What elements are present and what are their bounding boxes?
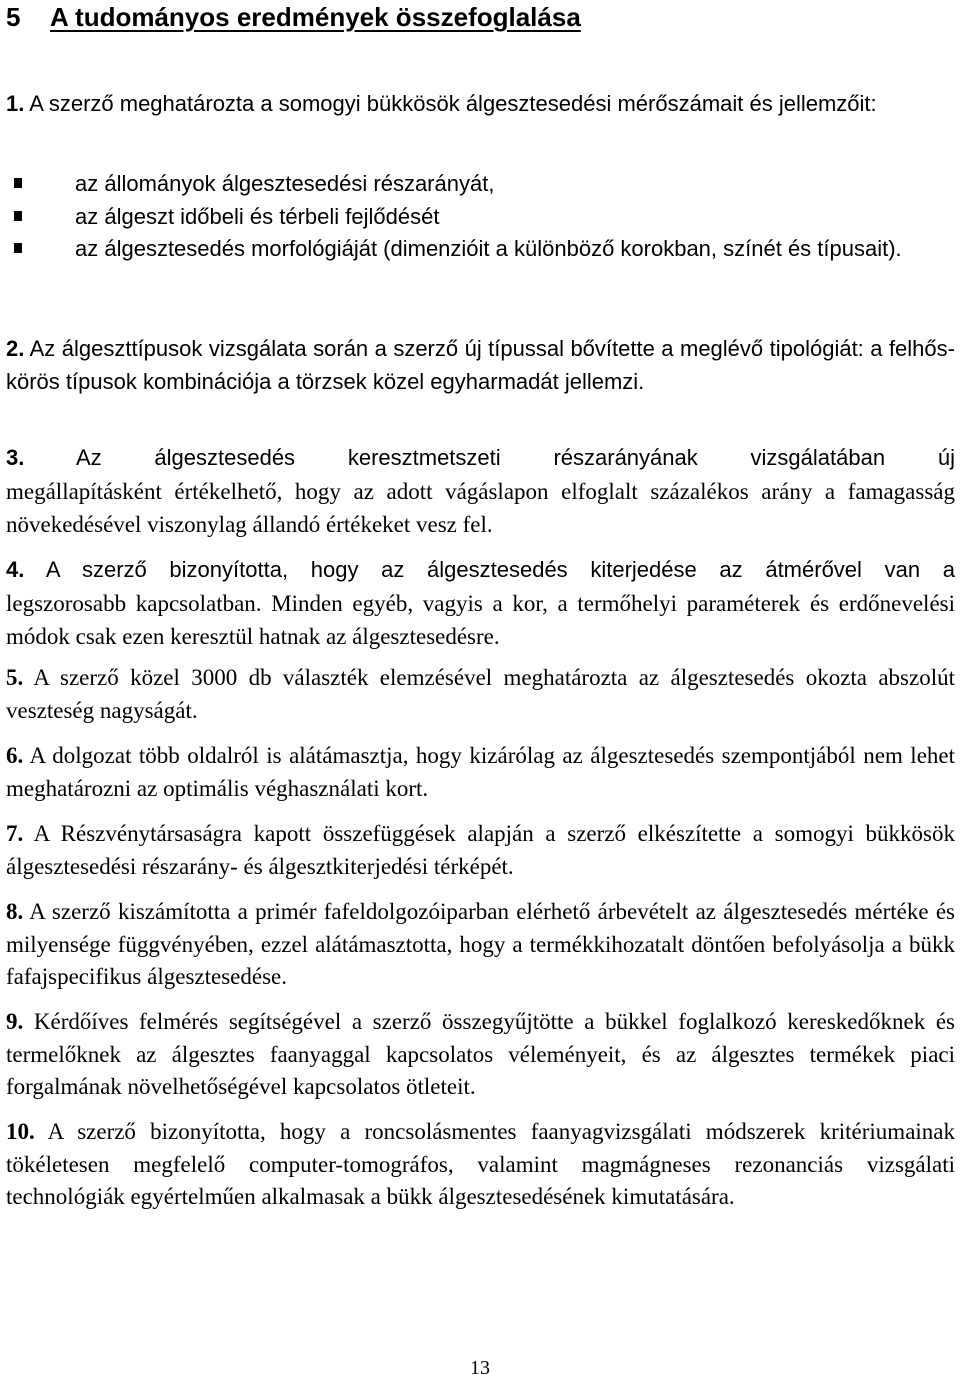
item-number: 5. <box>6 665 24 690</box>
item-number: 10. <box>6 1119 35 1144</box>
item-text: legszorosabb kapcsolatban. Minden egyéb, vagyis a kor, a termőhelyi paraméterek és erdőnevelési módok csak ezen keresztül hatnak az álgesztesedésre. <box>6 591 955 649</box>
item-number: 6. <box>6 743 24 768</box>
item-text: Az álgesztesedés keresztmetszeti részarányának vizsgálatában új <box>75 445 955 470</box>
item-number: 8. <box>6 899 24 924</box>
result-item-3-cont <box>6 476 955 541</box>
result-item-2 <box>6 333 955 398</box>
result-item-7 <box>6 818 955 883</box>
result-item-6 <box>6 740 955 805</box>
item-text: megállapításként értékelhető, hogy az adott vágáslapon elfoglalt százalékos arány a famagasság növekedésével viszonylag állandó értékeket vesz fel. <box>6 479 955 537</box>
bullet-text: az álgesztesedés morfológiáját (dimenzióit a különböző korokban, színét és típusait). <box>75 236 902 261</box>
item-number: 1. <box>6 91 25 116</box>
item-number: 4. <box>6 557 25 582</box>
item-text: A dolgozat több oldalról is alátámasztja, hogy kizárólag az álgesztesedés szempontjából nem lehet meghatározni az optimális véghasználati kort. <box>6 743 955 801</box>
item-text: Az álgeszttípusok vizsgálata során a szerző új típussal bővítette a meglévő tipológiát: a felhős-körös típusok kombinációja a törzsek közel egyharmadát jellemzi. <box>6 336 955 394</box>
bullet-item <box>6 201 955 234</box>
item-text: A Részvénytársaságra kapott összefüggések alapján a szerző elkészítette a somogyi bükkösök álgesztesedési részarány- és álgesztkiterjedési térképét. <box>6 821 955 879</box>
bullet-text: az álgeszt időbeli és térbeli fejlődését <box>75 203 440 229</box>
result-item-4-line1 <box>6 554 955 587</box>
item-text: A szerző bizonyította, hogy az álgesztesedés kiterjedése az átmérővel van a <box>45 557 955 582</box>
result-item-1 <box>6 88 955 121</box>
bullet-item <box>6 168 955 201</box>
result-item-8 <box>6 896 955 994</box>
result-item-5 <box>6 662 955 727</box>
section-number: 5 <box>6 2 21 32</box>
item-number: 3. <box>6 445 25 470</box>
result-item-4-cont <box>6 588 955 653</box>
item-text: A szerző meghatározta a somogyi bükkösök álgesztesedési mérőszámait és jellemzőit: <box>29 91 877 116</box>
bullet-text: az állományok álgesztesedési részarányát, <box>75 171 495 196</box>
item-number: 2. <box>6 336 25 361</box>
item-number: 7. <box>6 821 24 846</box>
square-bullet-icon <box>14 211 22 221</box>
bullet-item <box>6 233 955 266</box>
result-item-3-line1 <box>6 442 955 475</box>
section-heading <box>6 2 581 32</box>
item-text: Kérdőíves felmérés segítségével a szerző összegyűjtötte a bükkel foglalkozó kereskedőknek és termelőknek az álgesztes faanyaggal kapcsolatos véleményeit, és az álgesztes termékek piaci forgalmának növelhetőségével kapcsolatos ötleteit. <box>6 1009 956 1099</box>
result-item-10 <box>6 1116 955 1214</box>
square-bullet-icon <box>14 178 22 188</box>
page-number: 13 <box>470 1357 490 1379</box>
item-text: A szerző bizonyította, hogy a roncsolásmentes faanyagvizsgálati módszerek kritériumainak tökéletesen megfelelő computer-tomográfos, valamint magmágneses rezonanciás vizsgálati technológiák egyértelműen alkalmasak a bükk álgesztesedésének kimutatására. <box>6 1119 956 1209</box>
item-text: A szerző közel 3000 db választék elemzésével meghatározta az álgesztesedés okozta abszolút veszteség nagyságát. <box>6 665 955 723</box>
item-number: 9. <box>6 1009 24 1034</box>
item-text: A szerző kiszámította a primér fafeldolgozóiparban elérhető árbevételt az álgesztesedés mértéke és milyensége függvényében, ezzel alátámasztotta, hogy a termékkihozatalt döntően befolyásolja a bükk fafajspecifikus álgesztesedése. <box>6 899 955 989</box>
result-item-9 <box>6 1006 955 1104</box>
bullet-list <box>6 168 955 266</box>
square-bullet-icon <box>14 243 22 253</box>
section-title: A tudományos eredmények összefoglalása <box>50 2 581 32</box>
